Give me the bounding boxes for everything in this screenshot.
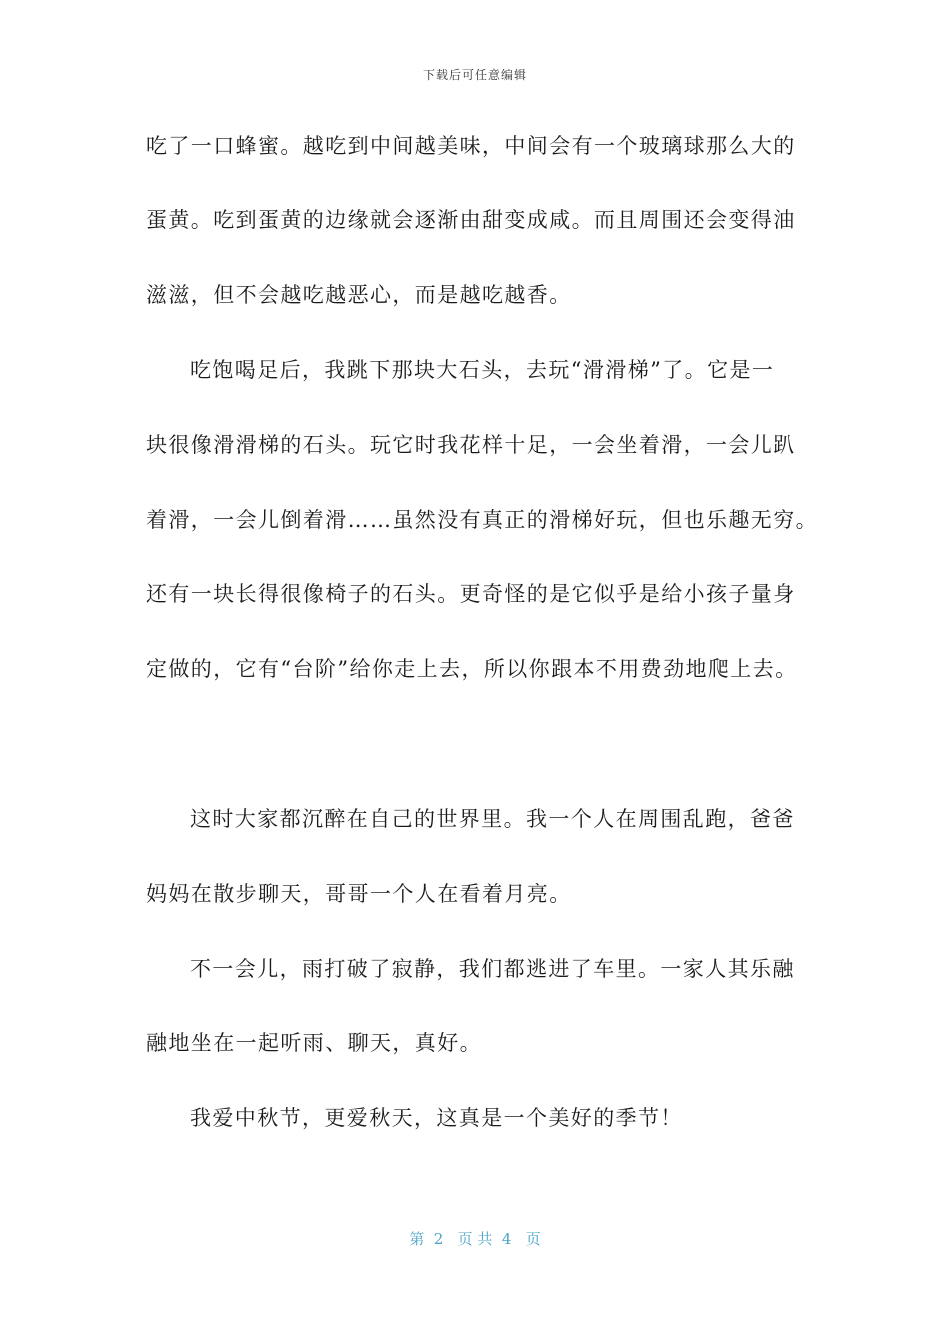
paragraph-line: 我爱中秋节，更爱秋天，这真是一个美好的季节！ [190, 1106, 683, 1130]
paragraph-line: 吃了一口蜂蜜。越吃到中间越美味，中间会有一个玻璃球那么大的 [146, 134, 796, 158]
paragraph-line: 定做的，它有“台阶”给你走上去，所以你跟本不用费劲地爬上去。 [146, 657, 798, 681]
paragraph-line: 妈妈在散步聊天，哥哥一个人在看着月亮。 [146, 882, 572, 906]
paragraph-line: 吃饱喝足后，我跳下那块大石头，去玩“滑滑梯”了。它是一 [190, 358, 775, 382]
paragraph-line: 蛋黄。吃到蛋黄的边缘就会逐渐由甜变成咸。而且周围还会变得油 [146, 208, 796, 232]
paragraph-line: 还有一块长得很像椅子的石头。更奇怪的是它似乎是给小孩子量身 [146, 582, 796, 606]
paragraph-line: 块很像滑滑梯的石头。玩它时我花样十足，一会坐着滑，一会儿趴 [146, 433, 796, 457]
paragraph-line: 着滑，一会儿倒着滑……虽然没有真正的滑梯好玩，但也乐趣无穷。 [146, 508, 818, 532]
page-footer-page-number: 第 2 页 共 4 页 [409, 1230, 541, 1248]
paragraph-line: 融地坐在一起听雨、聊天，真好。 [146, 1031, 482, 1055]
paragraph-line: 不一会儿，雨打破了寂静，我们都逃进了车里。一家人其乐融 [190, 957, 795, 981]
paragraph-line: 滋滋，但不会越吃越恶心，而是越吃越香。 [146, 283, 572, 307]
paragraph-line: 这时大家都沉醉在自己的世界里。我一个人在周围乱跑，爸爸 [190, 807, 795, 831]
page-header: 下载后可任意编辑 [422, 68, 527, 82]
